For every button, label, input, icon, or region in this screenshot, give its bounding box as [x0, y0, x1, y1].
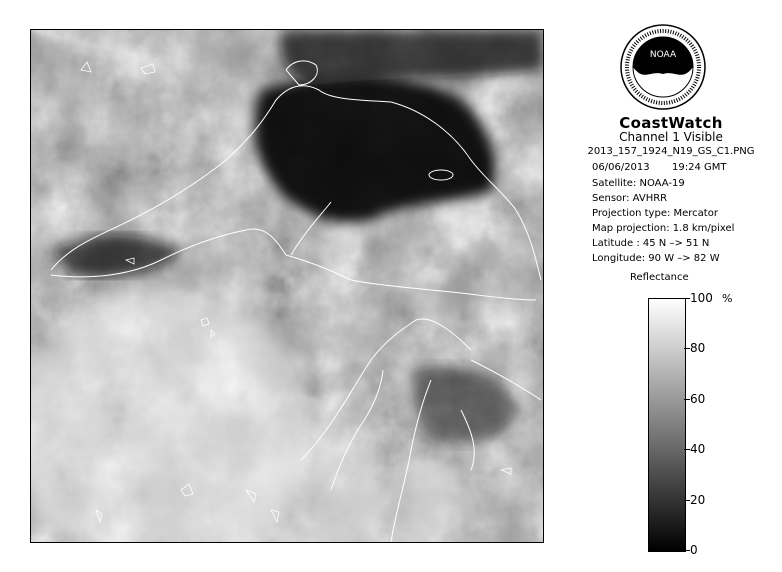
brand-title: CoastWatch [619, 114, 723, 132]
satellite-map [30, 29, 544, 543]
legend-panel [560, 0, 782, 572]
colorbar-tick-label: 60 [690, 391, 706, 406]
time-label: 19:24 GMT [672, 162, 727, 173]
noaa-logo-icon [620, 24, 706, 110]
sensor-label: Sensor: AVHRR [592, 193, 668, 204]
logo-text: NOAA [649, 50, 677, 60]
projection-type-label: Projection type: Mercator [592, 208, 718, 219]
map-projection-label: Map projection: 1.8 km/pixel [592, 223, 735, 234]
date-time-row [592, 162, 727, 173]
colorbar-tick-label: 40 [690, 442, 706, 457]
longitude-label: Longitude: 90 W –> 82 W [592, 253, 720, 264]
colorbar-tick-label: 0 [690, 543, 698, 557]
satellite-image [31, 30, 543, 542]
reflectance-colorbar [648, 298, 686, 552]
filename-label: 2013_157_1924_N19_GS_C1.PNG [587, 146, 755, 157]
colorbar-title: Reflectance [630, 272, 689, 283]
channel-label: Channel 1 Visible [619, 130, 723, 144]
colorbar-unit: % [722, 292, 733, 305]
colorbar-tick-label: 20 [690, 492, 706, 507]
colorbar-tick-label: 100 [690, 291, 713, 305]
colorbar-tick-label: 80 [690, 341, 706, 356]
latitude-label: Latitude : 45 N –> 51 N [592, 238, 710, 249]
satellite-label: Satellite: NOAA-19 [592, 178, 685, 189]
date-label: 06/06/2013 [592, 162, 650, 173]
